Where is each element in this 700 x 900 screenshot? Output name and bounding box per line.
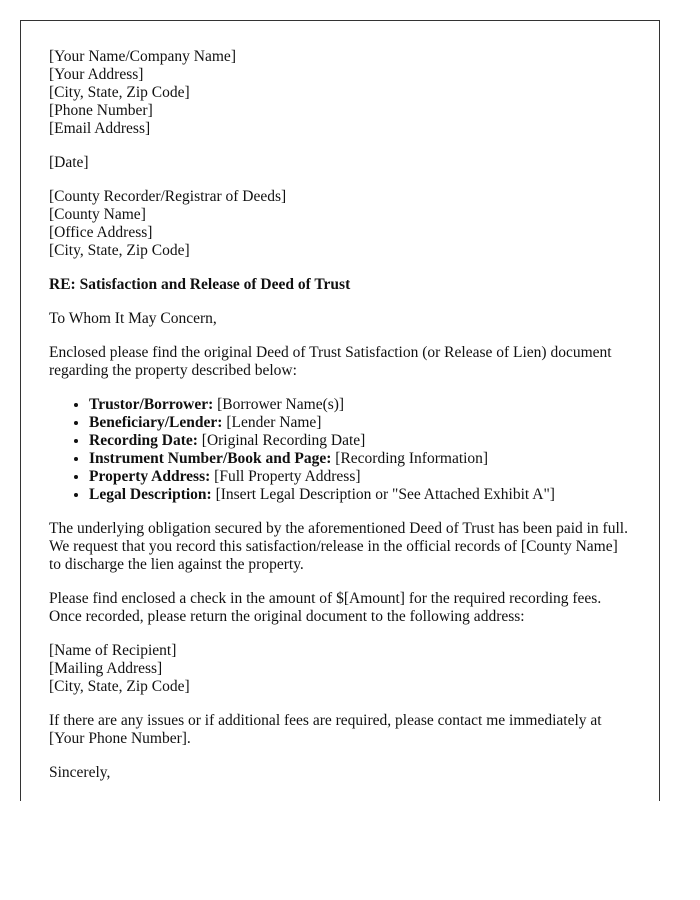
letter-date: [Date] (49, 154, 89, 171)
return-city-state-zip: [City, State, Zip Code] (49, 678, 190, 695)
sender-city-state-zip: [City, State, Zip Code] (49, 84, 190, 101)
detail-label: Instrument Number/Book and Page: (89, 450, 332, 467)
detail-label: Property Address: (89, 468, 211, 485)
subject-line: RE: Satisfaction and Release of Deed of Trust (49, 276, 351, 293)
detail-value: [Recording Information] (331, 450, 489, 467)
fees-paragraph: Please find enclosed a check in the amount of $[Amount] for the required recording fees. Once recorded, please return the original document to the following address: (49, 590, 602, 625)
property-details-list (49, 396, 631, 504)
obligation-paragraph: The underlying obligation secured by the aforementioned Deed of Trust has been paid in full. We request that you record this satisfaction/release in the official records of [County Name] to discharge the lien against the property. (49, 520, 628, 573)
letter-page (20, 20, 660, 801)
detail-item-beneficiary (89, 414, 631, 432)
contact-paragraph: If there are any issues or if additional fees are required, please contact me immediately at [Your Phone Number]. (49, 712, 602, 747)
recipient-office: [County Recorder/Registrar of Deeds] (49, 188, 287, 205)
detail-item-instrument-number (89, 450, 631, 468)
intro-paragraph: Enclosed please find the original Deed of Trust Satisfaction (or Release of Lien) document regarding the property described below: (49, 344, 612, 379)
detail-value: [Lender Name] (222, 414, 322, 431)
detail-label: Trustor/Borrower: (89, 396, 214, 413)
recipient-address: [Office Address] (49, 224, 153, 241)
salutation: To Whom It May Concern, (49, 310, 217, 327)
return-address-block (49, 642, 631, 696)
date-block (49, 154, 631, 172)
detail-label: Legal Description: (89, 486, 212, 503)
detail-label: Recording Date: (89, 432, 198, 449)
detail-value: [Original Recording Date] (197, 432, 366, 449)
detail-label: Beneficiary/Lender: (89, 414, 223, 431)
recipient-block (49, 188, 631, 260)
return-name: [Name of Recipient] (49, 642, 177, 659)
detail-item-legal-description (89, 486, 631, 504)
sender-block (49, 48, 631, 138)
recipient-city-state-zip: [City, State, Zip Code] (49, 242, 190, 259)
detail-value: [Borrower Name(s)] (213, 396, 345, 413)
detail-value: [Insert Legal Description or "See Attached Exhibit A"] (211, 486, 555, 503)
sender-name: [Your Name/Company Name] (49, 48, 236, 65)
sender-address: [Your Address] (49, 66, 144, 83)
detail-item-trustor (89, 396, 631, 414)
sender-email: [Email Address] (49, 120, 151, 137)
detail-value: [Full Property Address] (210, 468, 361, 485)
return-mailing: [Mailing Address] (49, 660, 163, 677)
recipient-county: [County Name] (49, 206, 146, 223)
detail-item-recording-date (89, 432, 631, 450)
closing: Sincerely, (49, 764, 111, 781)
detail-item-property-address (89, 468, 631, 486)
sender-phone: [Phone Number] (49, 102, 153, 119)
